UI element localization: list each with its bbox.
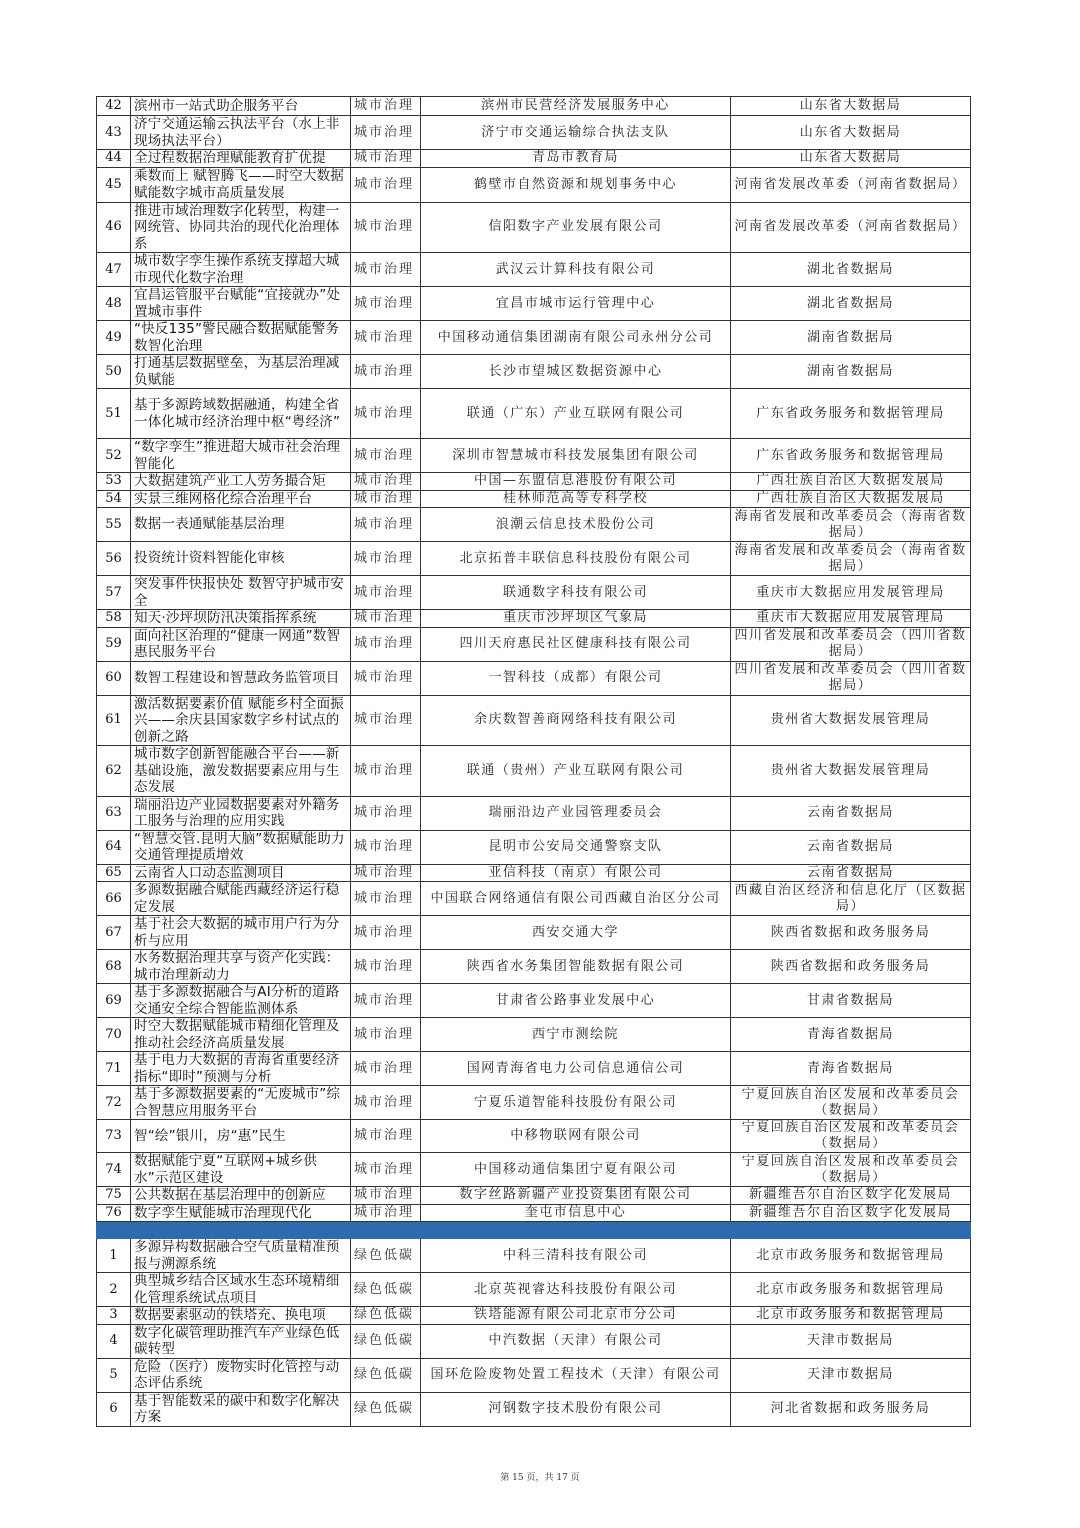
- category-cell: 绿色低碳: [351, 1239, 421, 1273]
- project-name-cell: 基于多源跨域数据融通，构建全省一体化城市经济治理中枢“粤经济”: [131, 389, 351, 439]
- project-name-cell: 瑞丽沿边产业园数据要素对外籍务工服务与治理的应用实践: [131, 796, 351, 830]
- table-row: [97, 97, 971, 116]
- row-number-cell: 72: [97, 1086, 131, 1120]
- table-row: [97, 150, 971, 168]
- category-cell: 城市治理: [351, 1086, 421, 1120]
- row-number-cell: 53: [97, 473, 131, 491]
- table-row: [97, 1307, 971, 1325]
- project-name-cell: 突发事件快报快处 数智守护城市安全: [131, 576, 351, 610]
- row-number-cell: 48: [97, 287, 131, 321]
- table-row: [97, 389, 971, 439]
- separator-cell: [131, 1222, 351, 1239]
- recommending-unit-cell: 广东省政务服务和数据管理局: [731, 389, 971, 439]
- applicant-unit-cell: 滨州市民营经济发展服务中心: [421, 97, 731, 116]
- row-number-cell: 71: [97, 1052, 131, 1086]
- project-name-cell: 智“绘”银川，房“惠”民生: [131, 1120, 351, 1153]
- applicant-unit-cell: 陕西省水务集团智能数据有限公司: [421, 950, 731, 984]
- row-number-cell: 5: [97, 1358, 131, 1392]
- row-number-cell: 52: [97, 439, 131, 473]
- recommending-unit-cell: 重庆市大数据应用发展管理局: [731, 576, 971, 610]
- recommending-unit-cell: 新疆维吾尔自治区数字化发展局: [731, 1204, 971, 1222]
- project-name-cell: 宜昌运管服平台赋能“宜接就办”处置城市事件: [131, 287, 351, 321]
- table-row: [97, 576, 971, 610]
- category-cell: 城市治理: [351, 746, 421, 797]
- row-number-cell: 67: [97, 916, 131, 950]
- applicant-unit-cell: 甘肃省公路事业发展中心: [421, 984, 731, 1018]
- applicant-unit-cell: 中移物联网有限公司: [421, 1120, 731, 1153]
- separator-cell: [351, 1222, 421, 1239]
- project-name-cell: 面向社区治理的“健康一网通”数智惠民服务平台: [131, 627, 351, 661]
- separator-cell: [731, 1222, 971, 1239]
- row-number-cell: 1: [97, 1239, 131, 1273]
- recommending-unit-cell: 广西壮族自治区大数据发展局: [731, 473, 971, 491]
- recommending-unit-cell: 云南省数据局: [731, 864, 971, 882]
- category-cell: 绿色低碳: [351, 1273, 421, 1307]
- table-row: [97, 1239, 971, 1273]
- table-row: [97, 1120, 971, 1153]
- recommending-unit-cell: 云南省数据局: [731, 830, 971, 864]
- row-number-cell: 74: [97, 1153, 131, 1187]
- applicant-unit-cell: 桂林师范高等专科学校: [421, 490, 731, 508]
- row-number-cell: 56: [97, 542, 131, 576]
- row-number-cell: 66: [97, 882, 131, 916]
- project-name-cell: 云南省人口动态监测项目: [131, 864, 351, 882]
- applicant-unit-cell: 青岛市教育局: [421, 150, 731, 168]
- row-number-cell: 42: [97, 97, 131, 116]
- applicant-unit-cell: 联通（广东）产业互联网有限公司: [421, 389, 731, 439]
- project-name-cell: 实景三维网格化综合治理平台: [131, 490, 351, 508]
- recommending-unit-cell: 湖北省数据局: [731, 287, 971, 321]
- category-cell: 城市治理: [351, 864, 421, 882]
- recommending-unit-cell: 陕西省数据和政务服务局: [731, 950, 971, 984]
- recommending-unit-cell: 山东省大数据局: [731, 116, 971, 150]
- project-name-cell: 危险（医疗）废物实时化管控与动态评估系统: [131, 1358, 351, 1392]
- category-cell: 城市治理: [351, 202, 421, 253]
- table-row: [97, 321, 971, 355]
- row-number-cell: 44: [97, 150, 131, 168]
- row-number-cell: 4: [97, 1324, 131, 1358]
- applicant-unit-cell: 宜昌市城市运行管理中心: [421, 287, 731, 321]
- category-cell: 城市治理: [351, 150, 421, 168]
- recommending-unit-cell: 贵州省大数据发展管理局: [731, 746, 971, 797]
- table-row: [97, 1086, 971, 1120]
- applicant-unit-cell: 数字丝路新疆产业投资集团有限公司: [421, 1187, 731, 1205]
- project-name-cell: 数据要素驱动的铁塔充、换电项: [131, 1307, 351, 1325]
- recommending-unit-cell: 海南省发展和改革委员会（海南省数据局）: [731, 508, 971, 542]
- recommending-unit-cell: 重庆市大数据应用发展管理局: [731, 610, 971, 628]
- category-cell: 绿色低碳: [351, 1358, 421, 1392]
- table-row: [97, 984, 971, 1018]
- table-row: [97, 916, 971, 950]
- project-name-cell: 大数据建筑产业工人劳务撮合矩: [131, 473, 351, 491]
- recommending-unit-cell: 海南省发展和改革委员会（海南省数据局）: [731, 542, 971, 576]
- applicant-unit-cell: 铁塔能源有限公司北京市分公司: [421, 1307, 731, 1325]
- table-row: [97, 1392, 971, 1426]
- category-cell: 城市治理: [351, 508, 421, 542]
- recommending-unit-cell: 湖北省数据局: [731, 253, 971, 287]
- recommending-unit-cell: 山东省大数据局: [731, 97, 971, 116]
- table-row: [97, 830, 971, 864]
- row-number-cell: 60: [97, 661, 131, 695]
- section-separator: [97, 1222, 971, 1239]
- category-cell: 绿色低碳: [351, 1392, 421, 1426]
- applicant-unit-cell: 中国联合网络通信有限公司西藏自治区分公司: [421, 882, 731, 916]
- project-name-cell: “快反135”警民融合数据赋能警务数智化治理: [131, 321, 351, 355]
- recommending-unit-cell: 天津市数据局: [731, 1358, 971, 1392]
- row-number-cell: 75: [97, 1187, 131, 1205]
- project-name-cell: 推进市域治理数字化转型，构建一网统管、协同共治的现代化治理体系: [131, 202, 351, 253]
- row-number-cell: 49: [97, 321, 131, 355]
- recommending-unit-cell: 宁夏回族自治区发展和改革委员会（数据局）: [731, 1120, 971, 1153]
- applicant-unit-cell: 亚信科技（南京）有限公司: [421, 864, 731, 882]
- category-cell: 城市治理: [351, 116, 421, 150]
- applicant-unit-cell: 武汉云计算科技有限公司: [421, 253, 731, 287]
- category-cell: 城市治理: [351, 830, 421, 864]
- recommending-unit-cell: 贵州省大数据发展管理局: [731, 695, 971, 746]
- category-cell: 绿色低碳: [351, 1307, 421, 1325]
- recommending-unit-cell: 宁夏回族自治区发展和改革委员会（数据局）: [731, 1086, 971, 1120]
- recommending-unit-cell: 陕西省数据和政务服务局: [731, 916, 971, 950]
- table-row: [97, 1358, 971, 1392]
- row-number-cell: 54: [97, 490, 131, 508]
- applicant-unit-cell: 信阳数字产业发展有限公司: [421, 202, 731, 253]
- table-row: [97, 542, 971, 576]
- category-cell: 城市治理: [351, 661, 421, 695]
- table-row: [97, 864, 971, 882]
- project-name-cell: 数智工程建设和智慧政务监管项目: [131, 661, 351, 695]
- table-row: [97, 1153, 971, 1187]
- project-name-cell: 多源异构数据融合空气质量精准预报与溯源系统: [131, 1239, 351, 1273]
- table-row: [97, 202, 971, 253]
- row-number-cell: 6: [97, 1392, 131, 1426]
- project-name-cell: 基于多源数据要素的“无废城市”综合智慧应用服务平台: [131, 1086, 351, 1120]
- recommending-unit-cell: 河南省发展改革委（河南省数据局）: [731, 202, 971, 253]
- recommending-unit-cell: 宁夏回族自治区发展和改革委员会（数据局）: [731, 1153, 971, 1187]
- category-cell: 城市治理: [351, 167, 421, 202]
- category-cell: 城市治理: [351, 287, 421, 321]
- applicant-unit-cell: 余庆数智善商网络科技有限公司: [421, 695, 731, 746]
- row-number-cell: 58: [97, 610, 131, 628]
- row-number-cell: 65: [97, 864, 131, 882]
- category-cell: 城市治理: [351, 490, 421, 508]
- project-name-cell: 济宁交通运输云执法平台（水上非现场执法平台）: [131, 116, 351, 150]
- project-name-cell: 基于智能数采的碳中和数字化解决方案: [131, 1392, 351, 1426]
- applicant-unit-cell: 瑞丽沿边产业园管理委员会: [421, 796, 731, 830]
- project-name-cell: 基于社会大数据的城市用户行为分析与应用: [131, 916, 351, 950]
- category-cell: 城市治理: [351, 695, 421, 746]
- category-cell: 城市治理: [351, 321, 421, 355]
- category-cell: 城市治理: [351, 389, 421, 439]
- project-name-cell: 城市数字创新智能融合平台——新基础设施，激发数据要素应用与生态发展: [131, 746, 351, 797]
- project-name-cell: 数字孪生赋能城市治理现代化: [131, 1204, 351, 1222]
- project-name-cell: 水务数据治理共享与资产化实践：城市治理新动力: [131, 950, 351, 984]
- recommending-unit-cell: 新疆维吾尔自治区数字化发展局: [731, 1187, 971, 1205]
- category-cell: 城市治理: [351, 576, 421, 610]
- table-row: [97, 1204, 971, 1222]
- project-name-cell: 投资统计资料智能化审核: [131, 542, 351, 576]
- table-row: [97, 1324, 971, 1358]
- recommending-unit-cell: 河北省数据和政务服务局: [731, 1392, 971, 1426]
- project-name-cell: 数据一表通赋能基层治理: [131, 508, 351, 542]
- table-row: [97, 746, 971, 797]
- project-name-cell: 全过程数据治理赋能教育扩优提: [131, 150, 351, 168]
- recommending-unit-cell: 四川省发展和改革委员会（四川省数据局）: [731, 661, 971, 695]
- table-body-green-low-carbon: [97, 1239, 971, 1427]
- recommending-unit-cell: 河南省发展改革委（河南省数据局）: [731, 167, 971, 202]
- table-body-urban-governance: [97, 97, 971, 1222]
- applicant-unit-cell: 河钢数字技术股份有限公司: [421, 1392, 731, 1426]
- row-number-cell: 64: [97, 830, 131, 864]
- project-name-cell: 打通基层数据壁垒，为基层治理减负赋能: [131, 355, 351, 389]
- table-row: [97, 661, 971, 695]
- table-row: [97, 490, 971, 508]
- applicant-unit-cell: 中国移动通信集团宁夏有限公司: [421, 1153, 731, 1187]
- category-cell: 城市治理: [351, 1018, 421, 1052]
- row-number-cell: 47: [97, 253, 131, 287]
- category-cell: 城市治理: [351, 882, 421, 916]
- project-name-cell: 基于多源数据融合与AI分析的道路交通安全综合智能监测体系: [131, 984, 351, 1018]
- category-cell: 城市治理: [351, 610, 421, 628]
- row-number-cell: 57: [97, 576, 131, 610]
- project-name-cell: 公共数据在基层治理中的创新应: [131, 1187, 351, 1205]
- row-number-cell: 51: [97, 389, 131, 439]
- table-row: [97, 796, 971, 830]
- row-number-cell: 2: [97, 1273, 131, 1307]
- table-row: [97, 610, 971, 628]
- recommending-unit-cell: 云南省数据局: [731, 796, 971, 830]
- category-cell: 城市治理: [351, 1052, 421, 1086]
- category-cell: 城市治理: [351, 1153, 421, 1187]
- table-row: [97, 439, 971, 473]
- applicant-unit-cell: 西安交通大学: [421, 916, 731, 950]
- project-name-cell: 激活数据要素价值 赋能乡村全面振兴——余庆县国家数字乡村试点的创新之路: [131, 695, 351, 746]
- recommending-unit-cell: 西藏自治区经济和信息化厅（区数据局）: [731, 882, 971, 916]
- applicant-unit-cell: 四川天府惠民社区健康科技有限公司: [421, 627, 731, 661]
- category-cell: 城市治理: [351, 97, 421, 116]
- applicant-unit-cell: 国环危险废物处置工程技术（天津）有限公司: [421, 1358, 731, 1392]
- row-number-cell: 55: [97, 508, 131, 542]
- recommending-unit-cell: 四川省发展和改革委员会（四川省数据局）: [731, 627, 971, 661]
- recommending-unit-cell: 广西壮族自治区大数据发展局: [731, 490, 971, 508]
- category-cell: 城市治理: [351, 984, 421, 1018]
- row-number-cell: 63: [97, 796, 131, 830]
- recommending-unit-cell: 北京市政务服务和数据管理局: [731, 1307, 971, 1325]
- category-cell: 城市治理: [351, 1120, 421, 1153]
- applicant-unit-cell: 奎屯市信息中心: [421, 1204, 731, 1222]
- category-cell: 城市治理: [351, 796, 421, 830]
- row-number-cell: 61: [97, 695, 131, 746]
- recommending-unit-cell: 北京市政务服务和数据管理局: [731, 1239, 971, 1273]
- recommending-unit-cell: 青海省数据局: [731, 1018, 971, 1052]
- table-row: [97, 287, 971, 321]
- applicant-unit-cell: 鹤壁市自然资源和规划事务中心: [421, 167, 731, 202]
- applicant-unit-cell: 浪潮云信息技术股份公司: [421, 508, 731, 542]
- project-name-cell: 乘数而上 赋智腾飞——时空大数据赋能数字城市高质量发展: [131, 167, 351, 202]
- table-row: [97, 950, 971, 984]
- category-cell: 城市治理: [351, 439, 421, 473]
- category-cell: 城市治理: [351, 355, 421, 389]
- row-number-cell: 62: [97, 746, 131, 797]
- separator-cell: [421, 1222, 731, 1239]
- recommending-unit-cell: 甘肃省数据局: [731, 984, 971, 1018]
- table-row: [97, 253, 971, 287]
- applicant-unit-cell: 长沙市望城区数据资源中心: [421, 355, 731, 389]
- table-row: [97, 1018, 971, 1052]
- table-row: [97, 695, 971, 746]
- project-name-cell: 多源数据融合赋能西藏经济运行稳定发展: [131, 882, 351, 916]
- recommending-unit-cell: 天津市数据局: [731, 1324, 971, 1358]
- table-row: [97, 508, 971, 542]
- table-row: [97, 1052, 971, 1086]
- applicant-unit-cell: 深圳市智慧城市科技发展集团有限公司: [421, 439, 731, 473]
- applicant-unit-cell: 中汽数据（天津）有限公司: [421, 1324, 731, 1358]
- row-number-cell: 68: [97, 950, 131, 984]
- applicant-unit-cell: 北京拓普丰联信息科技股份有限公司: [421, 542, 731, 576]
- project-name-cell: 典型城乡结合区域水生态环境精细化管理系统试点项目: [131, 1273, 351, 1307]
- applicant-unit-cell: 中科三清科技有限公司: [421, 1239, 731, 1273]
- category-cell: 城市治理: [351, 1204, 421, 1222]
- separator-cell: [97, 1222, 131, 1239]
- row-number-cell: 69: [97, 984, 131, 1018]
- recommending-unit-cell: 湖南省数据局: [731, 321, 971, 355]
- project-name-cell: “智慧交管.昆明大脑”数据赋能助力交通管理提质增效: [131, 830, 351, 864]
- applicant-unit-cell: 西宁市测绘院: [421, 1018, 731, 1052]
- row-number-cell: 76: [97, 1204, 131, 1222]
- recommending-unit-cell: 青海省数据局: [731, 1052, 971, 1086]
- recommending-unit-cell: 湖南省数据局: [731, 355, 971, 389]
- row-number-cell: 45: [97, 167, 131, 202]
- recommending-unit-cell: 山东省大数据局: [731, 150, 971, 168]
- applicant-unit-cell: 重庆市沙坪坝区气象局: [421, 610, 731, 628]
- table-row: [97, 473, 971, 491]
- row-number-cell: 70: [97, 1018, 131, 1052]
- project-name-cell: “数字孪生”推进超大城市社会治理智能化: [131, 439, 351, 473]
- applicant-unit-cell: 中国移动通信集团湖南有限公司永州分公司: [421, 321, 731, 355]
- table-row: [97, 355, 971, 389]
- category-cell: 城市治理: [351, 627, 421, 661]
- category-cell: 城市治理: [351, 1187, 421, 1205]
- category-cell: 城市治理: [351, 253, 421, 287]
- applicant-unit-cell: 一智科技（成都）有限公司: [421, 661, 731, 695]
- row-number-cell: 50: [97, 355, 131, 389]
- row-number-cell: 43: [97, 116, 131, 150]
- project-name-cell: 城市数字孪生操作系统支撑超大城市现代化数字治理: [131, 253, 351, 287]
- row-number-cell: 59: [97, 627, 131, 661]
- applicant-unit-cell: 中国—东盟信息港股份有限公司: [421, 473, 731, 491]
- table-row: [97, 116, 971, 150]
- applicant-unit-cell: 联通数字科技有限公司: [421, 576, 731, 610]
- project-name-cell: 基于电力大数据的青海省重要经济指标“即时”预测与分析: [131, 1052, 351, 1086]
- category-cell: 绿色低碳: [351, 1324, 421, 1358]
- table-row: [97, 1273, 971, 1307]
- table-row: [97, 167, 971, 202]
- row-number-cell: 3: [97, 1307, 131, 1325]
- applicant-unit-cell: 国网青海省电力公司信息通信公司: [421, 1052, 731, 1086]
- project-name-cell: 时空大数据赋能城市精细化管理及推动社会经济高质量发展: [131, 1018, 351, 1052]
- category-cell: 城市治理: [351, 542, 421, 576]
- table-row: [97, 627, 971, 661]
- recommending-unit-cell: 广东省政务服务和数据管理局: [731, 439, 971, 473]
- section-separator-row: [97, 1222, 971, 1239]
- project-name-cell: 知天·沙坪坝防汛决策指挥系统: [131, 610, 351, 628]
- project-name-cell: 数据赋能宁夏“互联网+城乡供水”示范区建设: [131, 1153, 351, 1187]
- applicant-unit-cell: 北京英视睿达科技股份有限公司: [421, 1273, 731, 1307]
- page-footer: 第 15 页，共 17 页: [500, 1473, 580, 1483]
- row-number-cell: 73: [97, 1120, 131, 1153]
- applicant-unit-cell: 宁夏乐道智能科技股份有限公司: [421, 1086, 731, 1120]
- category-cell: 城市治理: [351, 950, 421, 984]
- project-name-cell: 数字化碳管理助推汽车产业绿色低碳转型: [131, 1324, 351, 1358]
- table-row: [97, 882, 971, 916]
- applicant-unit-cell: 昆明市公安局交通警察支队: [421, 830, 731, 864]
- row-number-cell: 46: [97, 202, 131, 253]
- applicant-unit-cell: 济宁市交通运输综合执法支队: [421, 116, 731, 150]
- project-name-cell: 滨州市一站式助企服务平台: [131, 97, 351, 116]
- recommending-unit-cell: 北京市政务服务和数据管理局: [731, 1273, 971, 1307]
- category-cell: 城市治理: [351, 916, 421, 950]
- applicant-unit-cell: 联通（贵州）产业互联网有限公司: [421, 746, 731, 797]
- project-list-table: [96, 96, 971, 1427]
- table-row: [97, 1187, 971, 1205]
- category-cell: 城市治理: [351, 473, 421, 491]
